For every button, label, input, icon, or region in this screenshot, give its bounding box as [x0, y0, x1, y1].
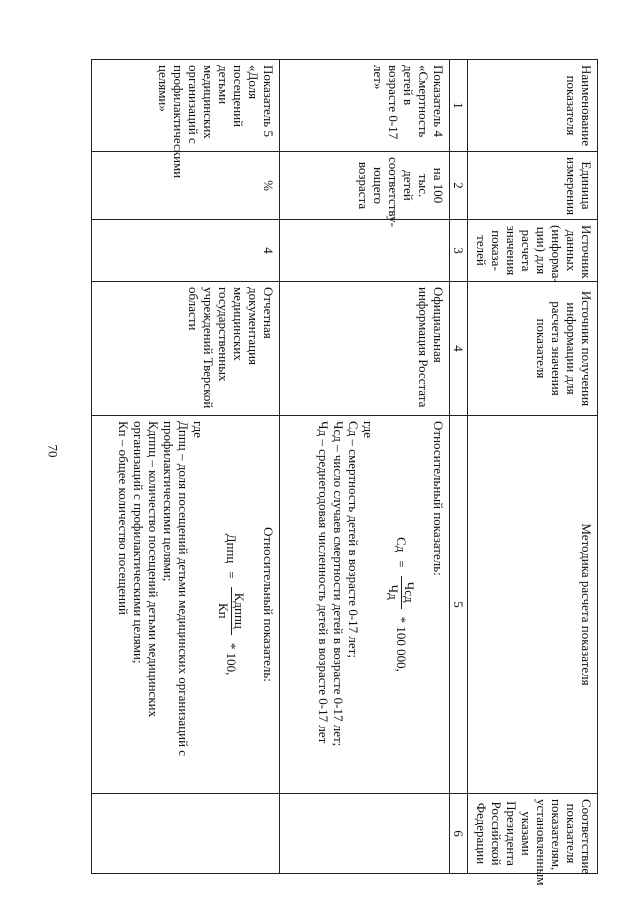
formula-fraction: [216, 587, 247, 635]
formula-fraction: [386, 576, 417, 609]
table-row: [280, 60, 450, 874]
header-method: Методика расчета показателя: [468, 416, 598, 794]
column-number: 3: [450, 220, 468, 282]
indicator-compliance: [280, 794, 450, 874]
formula-lhs: Сд: [394, 537, 409, 553]
method-desc: Сд – смертность детей в возрасте 0-17 лет;: [346, 421, 361, 658]
method-where: где: [191, 421, 206, 439]
header-data-source: Источник данных (информа-ции) для расчета значения показа-телей: [468, 220, 598, 282]
indicator-compliance: [92, 794, 280, 874]
indicator-data-source: [280, 220, 450, 282]
column-number: 4: [450, 282, 468, 416]
header-unit: Единица измерения: [468, 152, 598, 220]
formula-denominator: Кп: [216, 602, 231, 619]
method-where: где: [361, 421, 376, 439]
formula-rhs: * 100,: [224, 642, 239, 676]
formula-numerator: Кдппц: [231, 587, 247, 635]
formula: [216, 421, 247, 788]
column-number: 5: [450, 416, 468, 794]
indicator-unit: %: [92, 152, 280, 220]
header-info-source: Источник получения информации для расчета значения показателя: [468, 282, 598, 416]
formula-denominator: Чд: [386, 584, 401, 600]
formula-numerator: Чсд: [401, 576, 417, 609]
formula-eq: =: [224, 571, 239, 579]
method-desc: Кп – общее количество посещений: [116, 421, 131, 615]
method-title: Относительный показатель:: [261, 527, 276, 682]
method-desc: Дппц – доля посещений детьми медицинских организаций с профилактическими целями;: [161, 421, 191, 757]
method-desc: Кдппц – количество посещений детьми медицинских организаций с профилактическими целями;: [131, 421, 161, 718]
indicator-info-source: Официальная информация Росстата: [280, 282, 450, 416]
header-compliance: Соответствие показателя показателям, установленным указами Президента Российской Федерации: [468, 794, 598, 874]
indicator-method: [280, 416, 450, 794]
column-number-row: [450, 60, 468, 874]
method-desc: Чсд – число случаев смертности детей в возрасте 0-17 лет;: [331, 421, 346, 747]
column-number: 1: [450, 60, 468, 152]
table-row: [92, 60, 280, 874]
formula-rhs: * 100 000,: [394, 616, 409, 672]
rotated-table-container: [91, 59, 598, 886]
indicator-method: [92, 416, 280, 794]
page-number: 70: [45, 444, 61, 458]
header-row: [468, 60, 598, 874]
formula-eq: =: [394, 560, 409, 568]
formula-lhs: Дппц: [224, 533, 239, 564]
method-desc: Чд – среднегодовая численность детей в возрасте 0-17 лет: [316, 421, 331, 744]
indicator-name: Показатель 5 «Доля посещений детьми медицинских организаций с профилактическими целями»: [92, 60, 280, 152]
method-title: Относительный показатель:: [431, 421, 446, 576]
indicator-name: Показатель 4 «Смертность детей в возрасте 0-17 лет»: [280, 60, 450, 152]
indicators-table: [91, 59, 598, 886]
formula: [386, 421, 417, 788]
column-number: 2: [450, 152, 468, 220]
header-name: Наименование показателя: [468, 60, 598, 152]
indicator-unit: на 100 тыс. детей соответству-ющего возраста: [280, 152, 450, 220]
column-number: 6: [450, 794, 468, 874]
indicator-data-source: 4: [92, 220, 280, 282]
indicator-info-source: Отчетная документация медицинских государственных учреждений Тверской области: [92, 282, 280, 416]
